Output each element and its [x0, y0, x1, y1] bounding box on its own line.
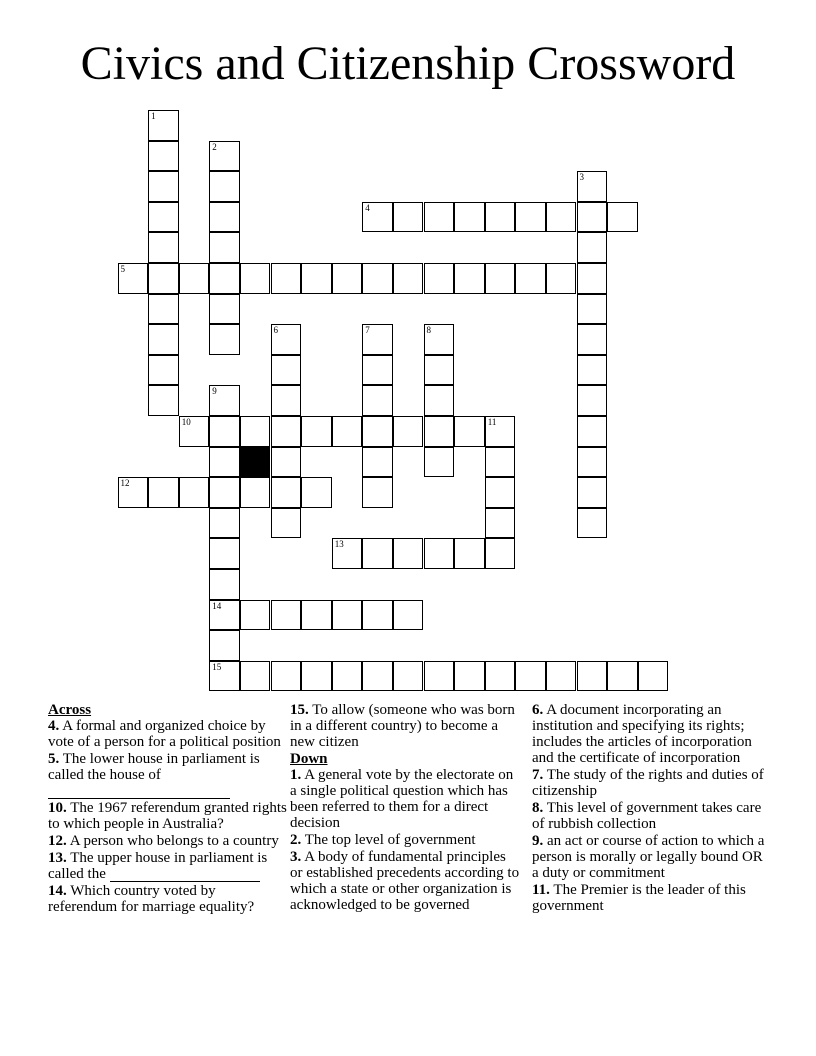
grid-cell[interactable]: [209, 538, 240, 569]
cell-number: 10: [181, 417, 191, 427]
grid-cell[interactable]: [332, 416, 363, 447]
grid-cell[interactable]: [271, 324, 302, 355]
grid-cell[interactable]: [240, 416, 271, 447]
grid-cell[interactable]: [271, 661, 302, 692]
grid-cell[interactable]: [393, 263, 424, 294]
grid-cell[interactable]: [485, 477, 516, 508]
page-title: Civics and Citizenship Crossword: [80, 37, 736, 90]
across-heading: Across: [48, 702, 92, 718]
grid-cell[interactable]: [301, 661, 332, 692]
grid-cell[interactable]: [424, 202, 455, 233]
clue-down-3: 3. A body of fundamental principles or established precedents according to which a state or other organization is acknowledged to be governed: [290, 849, 520, 913]
cell-number: 13: [334, 539, 344, 550]
grid-cell[interactable]: [362, 661, 393, 692]
grid-cell[interactable]: [209, 630, 240, 661]
grid-cell[interactable]: [454, 416, 485, 447]
grid-cell[interactable]: [454, 538, 485, 569]
grid-cell[interactable]: [362, 538, 393, 569]
grid-cell[interactable]: [148, 324, 179, 355]
grid-cell[interactable]: [485, 538, 516, 569]
grid-cell[interactable]: [546, 263, 577, 294]
grid-cell[interactable]: [209, 324, 240, 355]
grid-cell[interactable]: [362, 324, 393, 355]
clue-across-5: 5. The lower house in parliament is called the house of: [48, 751, 288, 799]
cell-number: 2: [212, 141, 217, 152]
grid-cell[interactable]: [577, 324, 608, 355]
grid-cell[interactable]: [424, 447, 455, 478]
grid-cell[interactable]: [271, 355, 302, 386]
grid-cell[interactable]: [362, 416, 393, 447]
grid-cell[interactable]: [362, 263, 393, 294]
grid-cell[interactable]: [577, 447, 608, 478]
grid-cell[interactable]: [209, 447, 240, 478]
grid-cell[interactable]: [240, 661, 271, 692]
clues-column-1: [48, 702, 288, 916]
grid-cell[interactable]: [424, 661, 455, 692]
answer-blank: [48, 786, 230, 799]
grid-cell[interactable]: [209, 263, 240, 294]
grid-cell[interactable]: [393, 661, 424, 692]
grid-cell[interactable]: [271, 508, 302, 539]
cell-number: 15: [212, 661, 222, 672]
grid-cell[interactable]: [362, 447, 393, 478]
grid-cell[interactable]: [515, 263, 546, 294]
grid-cell[interactable]: [209, 477, 240, 508]
grid-cell[interactable]: [209, 232, 240, 263]
grid-cell[interactable]: [454, 263, 485, 294]
grid-cell[interactable]: [148, 385, 179, 416]
answer-blank: [110, 869, 260, 882]
grid-cell[interactable]: [362, 202, 393, 233]
grid-cell[interactable]: [577, 508, 608, 539]
clue-down-2: 2. The top level of government: [290, 832, 476, 848]
grid-cell[interactable]: [209, 385, 240, 416]
grid-cell[interactable]: [362, 355, 393, 386]
grid-cell[interactable]: [577, 263, 608, 294]
grid-cell[interactable]: [424, 324, 455, 355]
grid-cell[interactable]: [148, 202, 179, 233]
grid-cell[interactable]: [332, 538, 363, 569]
grid-cell[interactable]: [515, 202, 546, 233]
clue-across-12: 12. A person who belongs to a country: [48, 833, 279, 849]
grid-cell[interactable]: [271, 263, 302, 294]
grid-cell[interactable]: [424, 538, 455, 569]
grid-cell[interactable]: [577, 385, 608, 416]
grid-cell[interactable]: [209, 171, 240, 202]
clue-across-4: 4. A formal and organized choice by vote of a person for a political position: [48, 718, 281, 750]
grid-cell[interactable]: [638, 661, 669, 692]
grid-cell[interactable]: [209, 294, 240, 325]
cell-number: 6: [273, 325, 278, 336]
grid-cell[interactable]: [393, 538, 424, 569]
grid-cell[interactable]: [362, 385, 393, 416]
grid-cell[interactable]: [577, 294, 608, 325]
cell-number: 3: [579, 172, 584, 183]
grid-cell[interactable]: [271, 385, 302, 416]
cell-number: 8: [426, 325, 431, 336]
grid-cell[interactable]: [577, 232, 608, 263]
grid-cell[interactable]: [332, 263, 363, 294]
grid-cell[interactable]: [485, 447, 516, 478]
cell-number: 1: [151, 111, 156, 121]
grid-cell[interactable]: [577, 661, 608, 692]
clue-down-7: 7. The study of the rights and duties of citizenship: [532, 767, 764, 799]
grid-cell[interactable]: [240, 600, 271, 631]
grid-cell[interactable]: [485, 202, 516, 233]
grid-cell[interactable]: [393, 600, 424, 631]
grid-cell[interactable]: [209, 141, 240, 172]
clue-across-13: 13. The upper house in parliament is called the: [48, 850, 268, 882]
grid-cell[interactable]: [607, 202, 638, 233]
grid-cell[interactable]: [301, 416, 332, 447]
grid-cell[interactable]: [362, 477, 393, 508]
grid-cell[interactable]: [148, 110, 179, 141]
grid-cell[interactable]: [179, 263, 210, 294]
clue-down-1: 1. A general vote by the electorate on a single political question which has been referred to them for a direct decision: [290, 767, 514, 831]
clue-across-15: 15. To allow (someone who was born in a different country) to become a new citizen: [290, 702, 515, 750]
clue-across-10: 10. The 1967 referendum granted rights to which people in Australia?: [48, 800, 287, 832]
grid-cell[interactable]: [607, 661, 638, 692]
grid-cell[interactable]: [424, 416, 455, 447]
grid-cell[interactable]: [209, 569, 240, 600]
cell-number: 9: [212, 386, 217, 397]
cell-number: 5: [120, 264, 125, 274]
grid-cell[interactable]: [454, 661, 485, 692]
grid-cell[interactable]: [148, 294, 179, 325]
grid-cell[interactable]: [209, 416, 240, 447]
grid-cell[interactable]: [362, 600, 393, 631]
black-cell: [240, 447, 271, 478]
grid-cell[interactable]: [179, 477, 210, 508]
clue-down-9: 9. an act or course of action to which a person is morally or legally bound OR a duty or commitment: [532, 833, 765, 881]
grid-cell[interactable]: [271, 416, 302, 447]
grid-cell[interactable]: [393, 202, 424, 233]
grid-cell[interactable]: [332, 600, 363, 631]
cell-number: 12: [120, 478, 130, 489]
grid-cell[interactable]: [271, 477, 302, 508]
grid-cell[interactable]: [577, 355, 608, 386]
grid-cell[interactable]: [515, 661, 546, 692]
grid-cell[interactable]: [148, 477, 179, 508]
grid-cell[interactable]: [485, 263, 516, 294]
grid-cell[interactable]: [393, 416, 424, 447]
grid-cell[interactable]: [577, 202, 608, 233]
grid-cell[interactable]: [577, 171, 608, 202]
grid-cell[interactable]: [485, 416, 516, 447]
cell-number: 4: [365, 202, 370, 213]
grid-cell[interactable]: [179, 416, 210, 447]
grid-cell[interactable]: [332, 661, 363, 692]
grid-cell[interactable]: [271, 447, 302, 478]
grid-cell[interactable]: [148, 232, 179, 263]
grid-cell[interactable]: [577, 416, 608, 447]
grid-cell[interactable]: [424, 385, 455, 416]
clues-column-3: [532, 702, 772, 915]
grid-cell[interactable]: [209, 600, 240, 631]
grid-cell[interactable]: [209, 202, 240, 233]
grid-cell[interactable]: [301, 263, 332, 294]
grid-cell[interactable]: [301, 600, 332, 631]
grid-cell[interactable]: [240, 477, 271, 508]
grid-cell[interactable]: [209, 508, 240, 539]
grid-cell[interactable]: [148, 355, 179, 386]
grid-cell[interactable]: [546, 202, 577, 233]
grid-cell[interactable]: [301, 477, 332, 508]
grid-cell[interactable]: [148, 263, 179, 294]
grid-cell[interactable]: [424, 355, 455, 386]
clue-down-8: 8. This level of government takes care of rubbish collection: [532, 800, 762, 832]
grid-cell[interactable]: [546, 661, 577, 692]
grid-cell[interactable]: [240, 263, 271, 294]
cell-number: 7: [365, 325, 370, 336]
down-heading: Down: [290, 751, 328, 767]
grid-cell[interactable]: [577, 477, 608, 508]
clue-down-6: 6. A document incorporating an institution and specifying its rights; includes the articles of incorporation and the certificate of incorporation: [532, 702, 752, 766]
grid-cell[interactable]: [454, 202, 485, 233]
grid-cell[interactable]: [118, 263, 149, 294]
cell-number: 14: [212, 600, 222, 611]
grid-cell[interactable]: [485, 508, 516, 539]
clues-column-2: [290, 702, 522, 914]
clue-across-14: 14. Which country voted by referendum for marriage equality?: [48, 883, 255, 915]
grid-cell[interactable]: [148, 141, 179, 172]
grid-cell[interactable]: [485, 661, 516, 692]
clue-down-11: 11. The Premier is the leader of this government: [532, 882, 746, 914]
cell-number: 11: [487, 417, 497, 427]
grid-cell[interactable]: [118, 477, 149, 508]
grid-cell[interactable]: [148, 171, 179, 202]
grid-cell[interactable]: [209, 661, 240, 692]
grid-cell[interactable]: [271, 600, 302, 631]
grid-cell[interactable]: [424, 263, 455, 294]
